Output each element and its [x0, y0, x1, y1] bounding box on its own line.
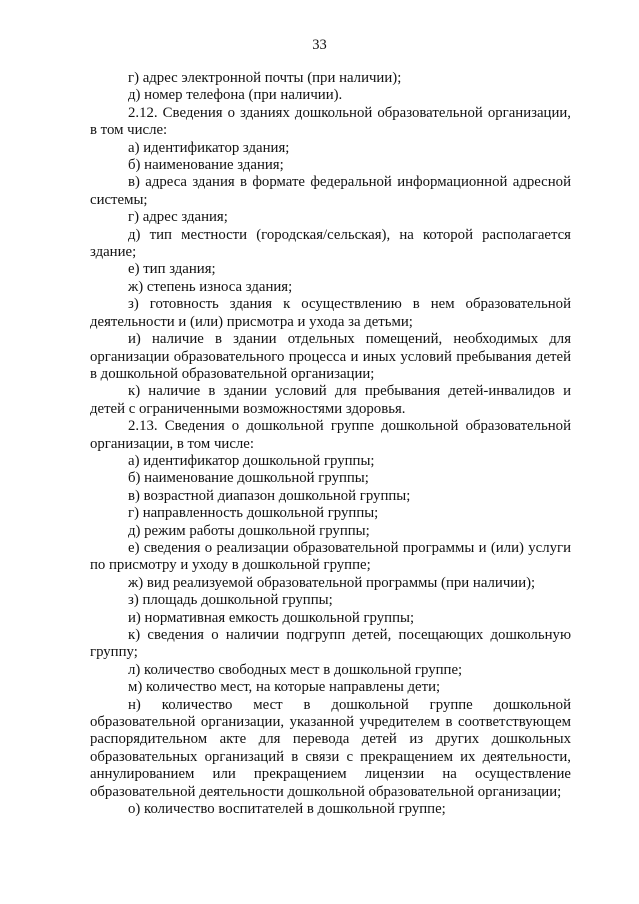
paragraph-2-11-d: д) номер телефона (при наличии). — [128, 87, 343, 104]
list-item: к) сведения о наличии подгрупп детей, посещающих дошкольную группу; — [90, 627, 571, 661]
page-number: 33 — [312, 37, 327, 53]
list-item: к) наличие в здании условий для пребывания детей-инвалидов и детей с ограниченными возможностями здоровья. — [90, 383, 571, 417]
list-item: з) площадь дошкольной группы; — [128, 592, 333, 609]
list-item: г) адрес здания; — [128, 209, 228, 226]
list-item: и) нормативная емкость дошкольной группы; — [128, 609, 415, 626]
list-item: в) адреса здания в формате федеральной информационной адресной системы; — [90, 174, 571, 208]
list-item: д) тип местности (городская/сельская), на которой располагается здание; — [90, 226, 571, 261]
list-item: г) направленность дошкольной группы; — [128, 505, 379, 522]
list-item: м) количество мест, на которые направлены дети; — [128, 679, 441, 696]
document-body — [90, 70, 571, 818]
list-item: и) наличие в здании отдельных помещений, необходимых для организации образовательного процесса и иных условий пребывания детей в дошкольной образовательной организации; — [90, 331, 571, 382]
section-heading-2-13: 2.13. Сведения о дошкольной группе дошкольной образовательной организации, в том числе: — [90, 418, 571, 452]
list-item: з) готовность здания к осуществлению в нем образовательной деятельности и (или) присмотра и ухода за детьми; — [90, 296, 571, 330]
list-item: ж) степень износа здания; — [128, 278, 293, 295]
list-item: а) идентификатор здания; — [128, 139, 290, 156]
section-heading-2-12: 2.12. Сведения о зданиях дошкольной образовательной организации, в том числе: — [90, 104, 571, 139]
list-item: а) идентификатор дошкольной группы; — [128, 452, 375, 469]
list-item: ж) вид реализуемой образовательной программы (при наличии); — [128, 574, 536, 591]
list-item: б) наименование дошкольной группы; — [128, 470, 369, 487]
list-item: е) тип здания; — [128, 261, 216, 278]
list-item: л) количество свободных мест в дошкольной группе; — [128, 661, 463, 678]
list-item: н) количество мест в дошкольной группе дошкольной образовательной организации, указанной учредителем в соответствующем распорядительном акте для перевода детей из других дошкольных образовательных организаций в связи с прекращением их деятельности, аннулированием или прекращением лицензии на осуществление образовательной деятельности дошкольной образовательной организации; — [90, 696, 571, 800]
paragraph-2-11-g: г) адрес электронной почты (при наличии); — [128, 70, 402, 86]
list-item: б) наименование здания; — [128, 157, 284, 174]
list-item: д) режим работы дошкольной группы; — [128, 522, 370, 539]
list-item: о) количество воспитателей в дошкольной группе; — [128, 801, 446, 818]
list-item: е) сведения о реализации образовательной программы и (или) услуги по присмотру и уходу в дошкольной группе; — [90, 539, 571, 574]
list-item: в) возрастной диапазон дошкольной группы; — [128, 487, 411, 504]
